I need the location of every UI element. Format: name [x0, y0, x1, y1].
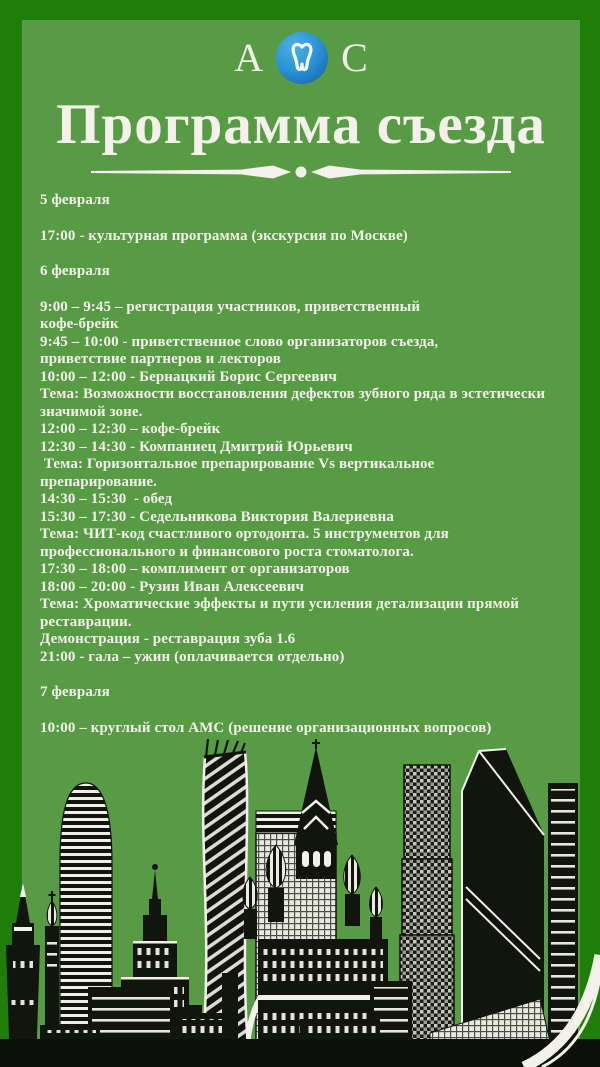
- schedule-line: кофе-брейк: [40, 316, 119, 332]
- schedule-line: 12:30 – 14:30 - Компаниец Дмитрий Юрьевич: [40, 438, 353, 455]
- schedule-line: 14:30 – 15:30 - обед: [40, 491, 173, 507]
- schedule-date-feb5: 5 февраля: [40, 192, 110, 208]
- logo-letter-a: А: [234, 35, 264, 80]
- schedule-line: 17:00 - культурная программа (экскурсия по Москве): [40, 227, 408, 244]
- schedule-line: профессионального и финансового роста стоматолога.: [40, 543, 414, 560]
- tooth-icon: [275, 31, 329, 85]
- schedule-line: 18:00 – 20:00 - Рузин Иван Алексеевич: [40, 578, 305, 595]
- schedule-line: 10:00 – 12:00 - Бернацкий Борис Сергеевич: [40, 368, 337, 385]
- schedule-line: значимой зоне.: [40, 403, 143, 420]
- poster-header: [22, 30, 580, 184]
- schedule-line: Тема: Возможности восстановления дефектов зубного ряда в эстетически: [40, 386, 546, 402]
- schedule-line: Демонстрация - реставрация зуба 1.6: [40, 631, 296, 647]
- page-title: Программа съезда: [56, 93, 546, 156]
- logo: [22, 30, 580, 86]
- schedule-line: 21:00 - гала – ужин (оплачивается отдельно): [40, 648, 345, 665]
- schedule-line: 17:30 – 18:00 – комплимент от организаторов: [40, 561, 350, 577]
- schedule-line: приветствие партнеров и лекторов: [40, 351, 281, 367]
- divider-ornament: [91, 160, 511, 184]
- schedule-line: 15:30 – 17:30 - Седельникова Виктория Валериевна: [40, 508, 394, 525]
- schedule-line: 9:00 – 9:45 – регистрация участников, приветственный: [40, 298, 421, 315]
- schedule-date-feb6: 6 февраля: [40, 263, 110, 279]
- schedule-line: 10:00 – круглый стол АМС (решение организационных вопросов): [40, 719, 492, 736]
- moscow-skyline-illustration: [0, 737, 600, 1067]
- schedule-line: 12:00 – 12:30 – кофе-брейк: [40, 421, 221, 437]
- schedule-line: Тема: Хроматические эффекты и пути усиления детализации прямой: [40, 596, 520, 612]
- schedule-line: Тема: ЧИТ-код счастливого ортодонта. 5 инструментов для: [40, 526, 449, 542]
- schedule-line: 9:45 – 10:00 - приветственное слово организаторов съезда,: [40, 333, 439, 350]
- schedule-line: препарирование.: [40, 473, 158, 490]
- logo-letter-c: С: [341, 35, 368, 80]
- schedule-line: Тема: Горизонтальное препарирование Vs вертикальное: [40, 456, 435, 472]
- schedule-line: реставрации.: [40, 613, 132, 630]
- program-schedule: [40, 192, 580, 737]
- schedule-date-feb7: 7 февраля: [40, 684, 110, 700]
